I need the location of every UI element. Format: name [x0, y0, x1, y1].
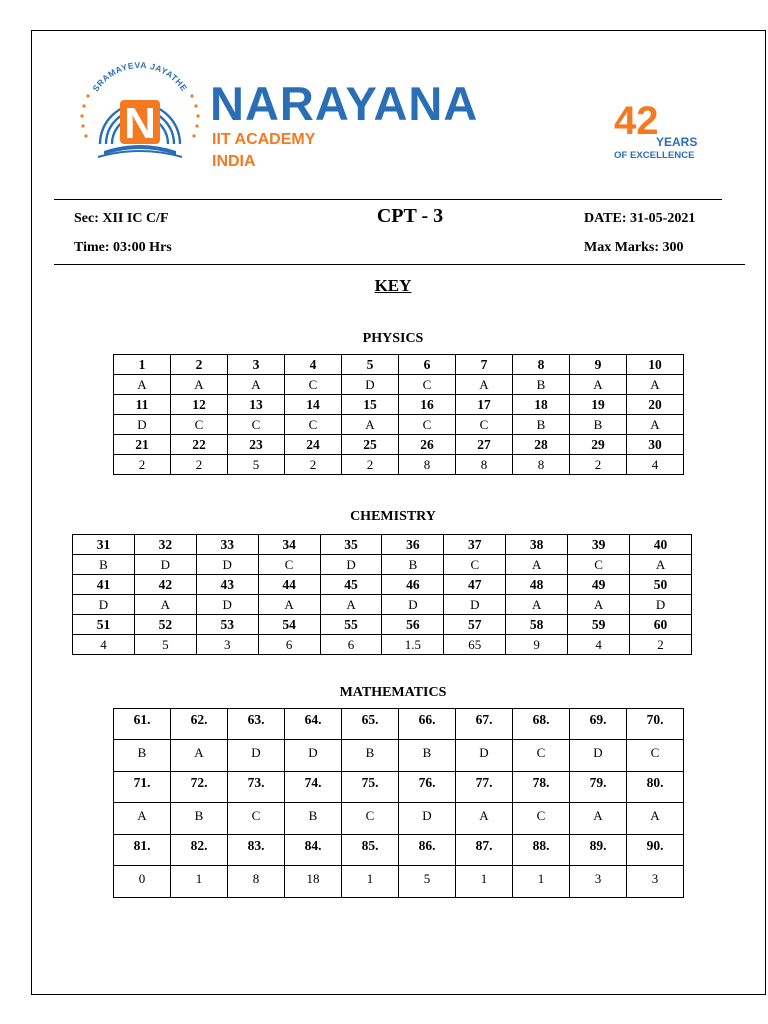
- question-number-cell: 51: [73, 615, 135, 635]
- question-number-cell: 69.: [570, 709, 627, 740]
- answer-cell: C: [228, 803, 285, 835]
- answer-cell: C: [513, 740, 570, 772]
- question-number-cell: 78.: [513, 772, 570, 803]
- chemistry-key-table: [72, 534, 692, 655]
- answer-cell: A: [228, 375, 285, 395]
- question-number-cell: 34: [258, 535, 320, 555]
- answer-row: [114, 803, 684, 835]
- answer-cell: 2: [342, 455, 399, 475]
- question-number-cell: 73.: [228, 772, 285, 803]
- answer-cell: C: [399, 415, 456, 435]
- answer-row: [73, 635, 692, 655]
- answer-cell: D: [196, 555, 258, 575]
- question-number-cell: 9: [570, 355, 627, 375]
- question-number-cell: 36: [382, 535, 444, 555]
- answer-cell: 4: [73, 635, 135, 655]
- question-number-cell: 31: [73, 535, 135, 555]
- question-number-cell: 76.: [399, 772, 456, 803]
- question-number-cell: 56: [382, 615, 444, 635]
- answer-cell: D: [320, 555, 382, 575]
- answer-cell: A: [568, 595, 630, 615]
- answer-cell: A: [627, 803, 684, 835]
- question-number-row: [114, 835, 684, 866]
- question-number-cell: 2: [171, 355, 228, 375]
- answer-cell: D: [73, 595, 135, 615]
- answer-cell: B: [285, 803, 342, 835]
- answer-cell: B: [570, 415, 627, 435]
- question-number-row: [114, 435, 684, 455]
- answer-cell: C: [171, 415, 228, 435]
- answer-cell: B: [114, 740, 171, 772]
- question-number-cell: 40: [630, 535, 692, 555]
- answer-cell: A: [342, 415, 399, 435]
- answer-cell: 1: [171, 866, 228, 898]
- question-number-cell: 12: [171, 395, 228, 415]
- question-number-cell: 8: [513, 355, 570, 375]
- answer-cell: D: [342, 375, 399, 395]
- section-label: Sec: XII IC C/F: [74, 211, 169, 226]
- answer-cell: 5: [134, 635, 196, 655]
- question-number-cell: 13: [228, 395, 285, 415]
- question-number-row: [114, 395, 684, 415]
- question-number-cell: 14: [285, 395, 342, 415]
- question-number-cell: 88.: [513, 835, 570, 866]
- question-number-row: [73, 535, 692, 555]
- answer-cell: 18: [285, 866, 342, 898]
- answer-cell: C: [399, 375, 456, 395]
- answer-cell: D: [456, 740, 513, 772]
- key-title: KEY: [374, 276, 412, 295]
- physics-title: PHYSICS: [362, 331, 424, 346]
- answer-cell: B: [342, 740, 399, 772]
- question-number-cell: 44: [258, 575, 320, 595]
- question-number-cell: 64.: [285, 709, 342, 740]
- question-number-cell: 16: [399, 395, 456, 415]
- answer-cell: 1: [513, 866, 570, 898]
- question-number-cell: 24: [285, 435, 342, 455]
- answer-cell: A: [134, 595, 196, 615]
- question-number-cell: 47: [444, 575, 506, 595]
- question-number-cell: 6: [399, 355, 456, 375]
- answer-cell: A: [506, 595, 568, 615]
- answer-cell: B: [382, 555, 444, 575]
- question-number-cell: 5: [342, 355, 399, 375]
- question-number-cell: 66.: [399, 709, 456, 740]
- physics-key-table: [113, 354, 684, 475]
- question-number-cell: 28: [513, 435, 570, 455]
- question-number-cell: 38: [506, 535, 568, 555]
- answer-row: [114, 740, 684, 772]
- answer-cell: C: [627, 740, 684, 772]
- answer-cell: D: [228, 740, 285, 772]
- question-number-cell: 21: [114, 435, 171, 455]
- brand-sub-1: IIT ACADEMY: [212, 131, 316, 148]
- question-number-cell: 1: [114, 355, 171, 375]
- date-label: DATE: 31-05-2021: [584, 211, 696, 226]
- question-number-cell: 50: [630, 575, 692, 595]
- answer-cell: 3: [570, 866, 627, 898]
- answer-cell: A: [630, 555, 692, 575]
- question-number-cell: 55: [320, 615, 382, 635]
- question-number-row: [114, 355, 684, 375]
- question-number-cell: 53: [196, 615, 258, 635]
- answer-cell: C: [285, 375, 342, 395]
- years-of-excellence-badge: [610, 96, 702, 162]
- question-number-cell: 52: [134, 615, 196, 635]
- answer-row: [73, 595, 692, 615]
- question-number-cell: 80.: [627, 772, 684, 803]
- emblem-letter: N: [124, 99, 156, 148]
- answer-cell: C: [568, 555, 630, 575]
- test-title: CPT - 3: [376, 205, 444, 227]
- answer-cell: 1: [342, 866, 399, 898]
- question-number-cell: 49: [568, 575, 630, 595]
- answer-cell: D: [570, 740, 627, 772]
- max-marks-label: Max Marks: 300: [584, 240, 684, 255]
- question-number-cell: 25: [342, 435, 399, 455]
- question-number-cell: 30: [627, 435, 684, 455]
- answer-cell: C: [456, 415, 513, 435]
- answer-cell: C: [513, 803, 570, 835]
- answer-cell: 3: [196, 635, 258, 655]
- question-number-row: [114, 709, 684, 740]
- answer-cell: 8: [399, 455, 456, 475]
- badge-years: YEARS: [656, 135, 698, 149]
- answer-cell: 2: [285, 455, 342, 475]
- question-number-cell: 81.: [114, 835, 171, 866]
- answer-cell: A: [570, 803, 627, 835]
- answer-cell: C: [342, 803, 399, 835]
- answer-cell: D: [285, 740, 342, 772]
- answer-cell: A: [627, 375, 684, 395]
- brand-sub-2: INDIA: [212, 153, 256, 170]
- answer-cell: A: [456, 375, 513, 395]
- header-rule-bottom: [54, 264, 745, 265]
- answer-cell: A: [456, 803, 513, 835]
- answer-cell: 8: [513, 455, 570, 475]
- answer-cell: 9: [506, 635, 568, 655]
- answer-cell: 4: [627, 455, 684, 475]
- question-number-cell: 58: [506, 615, 568, 635]
- answer-cell: B: [513, 415, 570, 435]
- question-number-cell: 7: [456, 355, 513, 375]
- question-number-cell: 41: [73, 575, 135, 595]
- question-number-cell: 35: [320, 535, 382, 555]
- answer-cell: 6: [258, 635, 320, 655]
- answer-cell: A: [171, 375, 228, 395]
- question-number-cell: 20: [627, 395, 684, 415]
- answer-row: [114, 375, 684, 395]
- question-number-cell: 33: [196, 535, 258, 555]
- answer-cell: 2: [630, 635, 692, 655]
- answer-cell: B: [171, 803, 228, 835]
- answer-cell: D: [630, 595, 692, 615]
- question-number-cell: 74.: [285, 772, 342, 803]
- question-number-cell: 11: [114, 395, 171, 415]
- question-number-cell: 3: [228, 355, 285, 375]
- question-number-cell: 84.: [285, 835, 342, 866]
- mathematics-title: MATHEMATICS: [339, 685, 447, 700]
- question-number-cell: 37: [444, 535, 506, 555]
- question-number-cell: 83.: [228, 835, 285, 866]
- answer-cell: A: [320, 595, 382, 615]
- header-rule-top: [54, 199, 722, 200]
- question-number-cell: 32: [134, 535, 196, 555]
- question-number-cell: 87.: [456, 835, 513, 866]
- question-number-cell: 29: [570, 435, 627, 455]
- answer-cell: A: [570, 375, 627, 395]
- answer-cell: 5: [399, 866, 456, 898]
- answer-cell: 4: [568, 635, 630, 655]
- question-number-cell: 65.: [342, 709, 399, 740]
- question-number-cell: 68.: [513, 709, 570, 740]
- answer-cell: C: [444, 555, 506, 575]
- question-number-cell: 75.: [342, 772, 399, 803]
- svg-text:SRAMAYEVA JAYATHE: [90, 60, 189, 93]
- question-number-cell: 89.: [570, 835, 627, 866]
- question-number-cell: 23: [228, 435, 285, 455]
- question-number-cell: 42: [134, 575, 196, 595]
- question-number-cell: 22: [171, 435, 228, 455]
- chemistry-title: CHEMISTRY: [350, 509, 436, 524]
- time-label: Time: 03:00 Hrs: [74, 240, 172, 255]
- question-number-cell: 72.: [171, 772, 228, 803]
- answer-cell: B: [73, 555, 135, 575]
- answer-cell: 2: [570, 455, 627, 475]
- answer-cell: B: [513, 375, 570, 395]
- question-number-cell: 57: [444, 615, 506, 635]
- answer-cell: D: [399, 803, 456, 835]
- question-number-cell: 86.: [399, 835, 456, 866]
- answer-cell: 2: [171, 455, 228, 475]
- answer-cell: A: [114, 375, 171, 395]
- question-number-cell: 67.: [456, 709, 513, 740]
- question-number-cell: 46: [382, 575, 444, 595]
- answer-cell: D: [114, 415, 171, 435]
- answer-cell: 8: [456, 455, 513, 475]
- answer-cell: D: [382, 595, 444, 615]
- answer-cell: A: [627, 415, 684, 435]
- answer-cell: 1.5: [382, 635, 444, 655]
- question-number-cell: 17: [456, 395, 513, 415]
- answer-row: [114, 415, 684, 435]
- question-number-cell: 39: [568, 535, 630, 555]
- badge-number: 42: [614, 99, 659, 143]
- question-number-row: [73, 575, 692, 595]
- answer-cell: A: [506, 555, 568, 575]
- question-number-cell: 71.: [114, 772, 171, 803]
- question-number-cell: 27: [456, 435, 513, 455]
- answer-cell: C: [228, 415, 285, 435]
- answer-cell: 3: [627, 866, 684, 898]
- answer-cell: A: [258, 595, 320, 615]
- badge-excellence: OF EXCELLENCE: [614, 150, 695, 161]
- answer-cell: D: [444, 595, 506, 615]
- answer-cell: A: [114, 803, 171, 835]
- question-number-cell: 70.: [627, 709, 684, 740]
- question-number-cell: 82.: [171, 835, 228, 866]
- question-number-cell: 63.: [228, 709, 285, 740]
- question-number-cell: 90.: [627, 835, 684, 866]
- answer-cell: A: [171, 740, 228, 772]
- question-number-cell: 85.: [342, 835, 399, 866]
- mathematics-key-table: [113, 708, 684, 898]
- question-number-cell: 26: [399, 435, 456, 455]
- answer-cell: D: [134, 555, 196, 575]
- question-number-cell: 19: [570, 395, 627, 415]
- answer-cell: B: [399, 740, 456, 772]
- brand-block: [210, 77, 479, 171]
- answer-cell: 1: [456, 866, 513, 898]
- question-number-cell: 15: [342, 395, 399, 415]
- answer-cell: 8: [228, 866, 285, 898]
- answer-row: [114, 455, 684, 475]
- answer-cell: C: [285, 415, 342, 435]
- question-number-cell: 4: [285, 355, 342, 375]
- question-number-cell: 62.: [171, 709, 228, 740]
- narayana-emblem-logo: [74, 54, 206, 162]
- answer-row: [114, 866, 684, 898]
- brand-name: NARAYANA: [210, 77, 479, 130]
- answer-cell: 6: [320, 635, 382, 655]
- question-number-cell: 45: [320, 575, 382, 595]
- question-number-cell: 43: [196, 575, 258, 595]
- question-number-cell: 18: [513, 395, 570, 415]
- answer-cell: C: [258, 555, 320, 575]
- question-number-cell: 54: [258, 615, 320, 635]
- question-number-cell: 59: [568, 615, 630, 635]
- answer-cell: 2: [114, 455, 171, 475]
- question-number-row: [114, 772, 684, 803]
- answer-cell: 0: [114, 866, 171, 898]
- question-number-cell: 77.: [456, 772, 513, 803]
- question-number-cell: 48: [506, 575, 568, 595]
- question-number-cell: 10: [627, 355, 684, 375]
- answer-cell: D: [196, 595, 258, 615]
- question-number-row: [73, 615, 692, 635]
- answer-row: [73, 555, 692, 575]
- answer-cell: 65: [444, 635, 506, 655]
- question-number-cell: 79.: [570, 772, 627, 803]
- question-number-cell: 60: [630, 615, 692, 635]
- emblem-motto: SRAMAYEVA JAYATHE: [90, 59, 190, 94]
- answer-cell: 5: [228, 455, 285, 475]
- question-number-cell: 61.: [114, 709, 171, 740]
